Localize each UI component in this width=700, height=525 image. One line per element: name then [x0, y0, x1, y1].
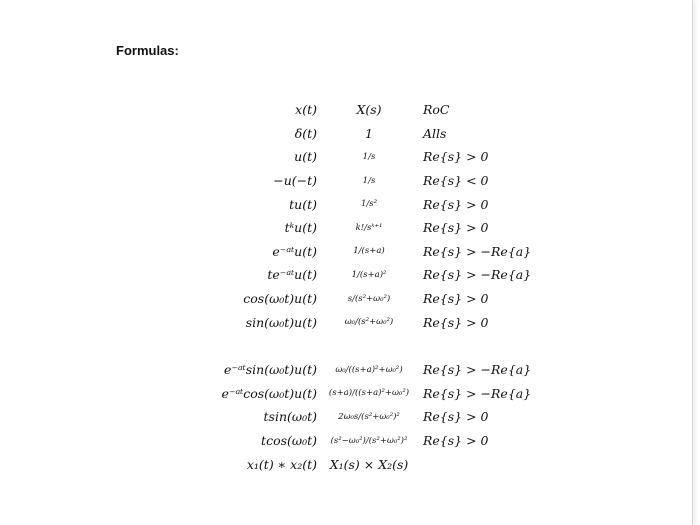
laplace-transform: 1/s — [362, 151, 376, 162]
region-of-convergence: Re{s} > −Re{a} — [423, 362, 532, 378]
table-row — [200, 169, 560, 193]
laplace-transform: 1/s — [362, 175, 376, 186]
region-of-convergence: Re{s} > 0 — [423, 409, 489, 425]
time-function: −u(−t) — [273, 173, 317, 189]
time-function: tcos(ω₀t) — [261, 433, 317, 449]
laplace-transform: (s+a)/((s+a)²+ω₀²) — [328, 388, 410, 399]
table-row — [200, 263, 560, 287]
table-row — [200, 310, 560, 334]
region-of-convergence: Re{s} > 0 — [423, 291, 489, 307]
region-of-convergence: Re{s} < 0 — [423, 173, 489, 189]
table-row — [200, 240, 560, 264]
time-function: u(t) — [294, 149, 317, 165]
laplace-transform: X₁(s) × X₂(s) — [329, 456, 409, 472]
table-row — [200, 358, 560, 382]
region-of-convergence: Re{s} > 0 — [423, 220, 489, 236]
time-function: δ(t) — [294, 125, 317, 141]
laplace-transform: 2ω₀s/(s²+ω₀²)² — [338, 411, 400, 422]
table-row — [200, 382, 560, 406]
region-of-convergence: Re{s} > 0 — [423, 314, 489, 330]
time-function: tu(t) — [289, 196, 317, 212]
region-of-convergence: Re{s} > 0 — [423, 433, 489, 449]
time-function: e⁻ᵃᵗu(t) — [272, 243, 317, 259]
time-function: te⁻ᵃᵗu(t) — [267, 267, 317, 283]
time-function: sin(ω₀t)u(t) — [245, 314, 317, 330]
time-function: tsin(ω₀t) — [263, 409, 317, 425]
time-function: cos(ω₀t)u(t) — [243, 291, 317, 307]
formulas-heading: Formulas: — [116, 43, 179, 58]
laplace-transform-table — [200, 98, 560, 476]
table-row — [200, 145, 560, 169]
time-function: e⁻ᵃᵗsin(ω₀t)u(t) — [223, 362, 317, 378]
table-row — [200, 452, 560, 476]
transform-header: X(s) — [356, 102, 382, 118]
laplace-transform: 1/(s+a) — [353, 246, 385, 257]
time-function: x₁(t) ∗ x₂(t) — [246, 456, 317, 472]
region-of-convergence: Alls — [423, 125, 447, 141]
table-row — [200, 192, 560, 216]
laplace-transform: (s²−ω₀²)/(s²+ω₀²)² — [330, 435, 408, 446]
laplace-transform: s/(s²+ω₀²) — [347, 293, 391, 304]
table-row — [200, 405, 560, 429]
table-header-row — [200, 98, 560, 122]
time-domain-header: x(t) — [295, 102, 317, 118]
region-of-convergence: Re{s} > 0 — [423, 196, 489, 212]
laplace-transform: k!/sᵏ⁺¹ — [355, 222, 383, 233]
laplace-transform: ω₀/((s+a)²+ω₀²) — [335, 364, 403, 375]
table-row — [200, 122, 560, 146]
region-of-convergence: Re{s} > −Re{a} — [423, 267, 532, 283]
roc-header: RoC — [423, 102, 450, 118]
laplace-transform: 1/(s+a)² — [351, 269, 387, 280]
laplace-transform: 1 — [365, 125, 373, 141]
region-of-convergence: Re{s} > 0 — [423, 149, 489, 165]
laplace-transform: ω₀/(s²+ω₀²) — [344, 317, 394, 328]
time-function: e⁻ᵃᵗcos(ω₀t)u(t) — [221, 385, 317, 401]
table-row — [200, 216, 560, 240]
laplace-transform: 1/s² — [360, 199, 378, 210]
table-row — [200, 287, 560, 311]
region-of-convergence: Re{s} > −Re{a} — [423, 243, 532, 259]
region-of-convergence: Re{s} > −Re{a} — [423, 385, 532, 401]
time-function: tᵏu(t) — [284, 220, 317, 236]
table-row — [200, 429, 560, 453]
